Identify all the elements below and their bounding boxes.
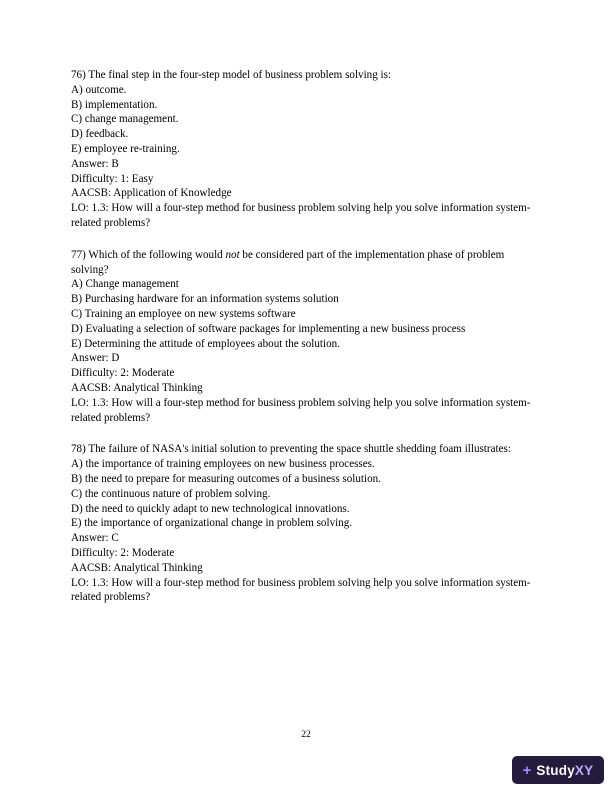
answer-line: Answer: B [71,157,119,170]
question-block-78 [71,442,541,605]
question-stem: 76) The final step in the four-step model of business problem solving is: [71,69,392,81]
question-option: E) the importance of organizational change in problem solving. [71,517,353,530]
question-stem-pre: 77) Which of the following would [71,248,226,261]
question-option: E) Determining the attitude of employees about the solution. [71,337,340,350]
question-option: B) the need to prepare for measuring outcomes of a business solution. [71,472,381,485]
difficulty-line: Difficulty: 1: Easy [71,172,154,185]
learning-objective-line: LO: 1.3: How will a four-step method for business problem solving help you solve information system-related problems? [71,576,531,604]
question-option: A) outcome. [71,83,127,96]
question-option: E) employee re-training. [71,142,180,155]
question-option: C) Training an employee on new systems software [71,307,296,320]
question-option: A) Change management [71,278,179,291]
question-block-77 [71,248,541,426]
learning-objective-line: LO: 1.3: How will a four-step method for business problem solving help you solve information system-related problems? [71,202,531,229]
question-stem [71,248,541,278]
question-stem-emphasis: not [225,248,240,261]
question-stem: 78) The failure of NASA's initial solution to preventing the space shuttle shedding foam illustrates: [71,443,511,456]
question-option: B) Purchasing hardware for an information systems solution [71,293,339,306]
aacsb-line: AACSB: Analytical Thinking [71,381,203,394]
answer-line: Answer: C [71,532,119,545]
difficulty-line: Difficulty: 2: Moderate [71,546,175,559]
question-option: C) change management. [71,113,179,126]
question-option: A) the importance of training employees on new business processes. [71,458,375,471]
page-number: 22 [301,730,311,740]
page-content [71,68,541,622]
question-option: D) feedback. [71,128,129,141]
answer-line: Answer: D [71,352,120,365]
brand-name: Study [536,762,575,778]
question-block-76 [71,68,541,231]
question-option: D) the need to quickly adapt to new technological innovations. [71,502,350,515]
question-stem-post: be considered part of the implementation phase of problem solving? [71,248,508,276]
question-option: C) the continuous nature of problem solving. [71,487,271,500]
difficulty-line: Difficulty: 2: Moderate [71,367,175,380]
brand-label [536,763,593,778]
question-option: D) Evaluating a selection of software packages for implementing a new business process [71,322,466,335]
plus-icon: + [522,761,532,779]
aacsb-line: AACSB: Application of Knowledge [71,187,232,200]
learning-objective-line: LO: 1.3: How will a four-step method for business problem solving help you solve information system-related problems? [71,396,531,424]
question-option: B) implementation. [71,98,158,111]
brand-suffix: XY [574,762,594,778]
studyxy-watermark[interactable] [512,756,604,784]
aacsb-line: AACSB: Analytical Thinking [71,561,203,574]
